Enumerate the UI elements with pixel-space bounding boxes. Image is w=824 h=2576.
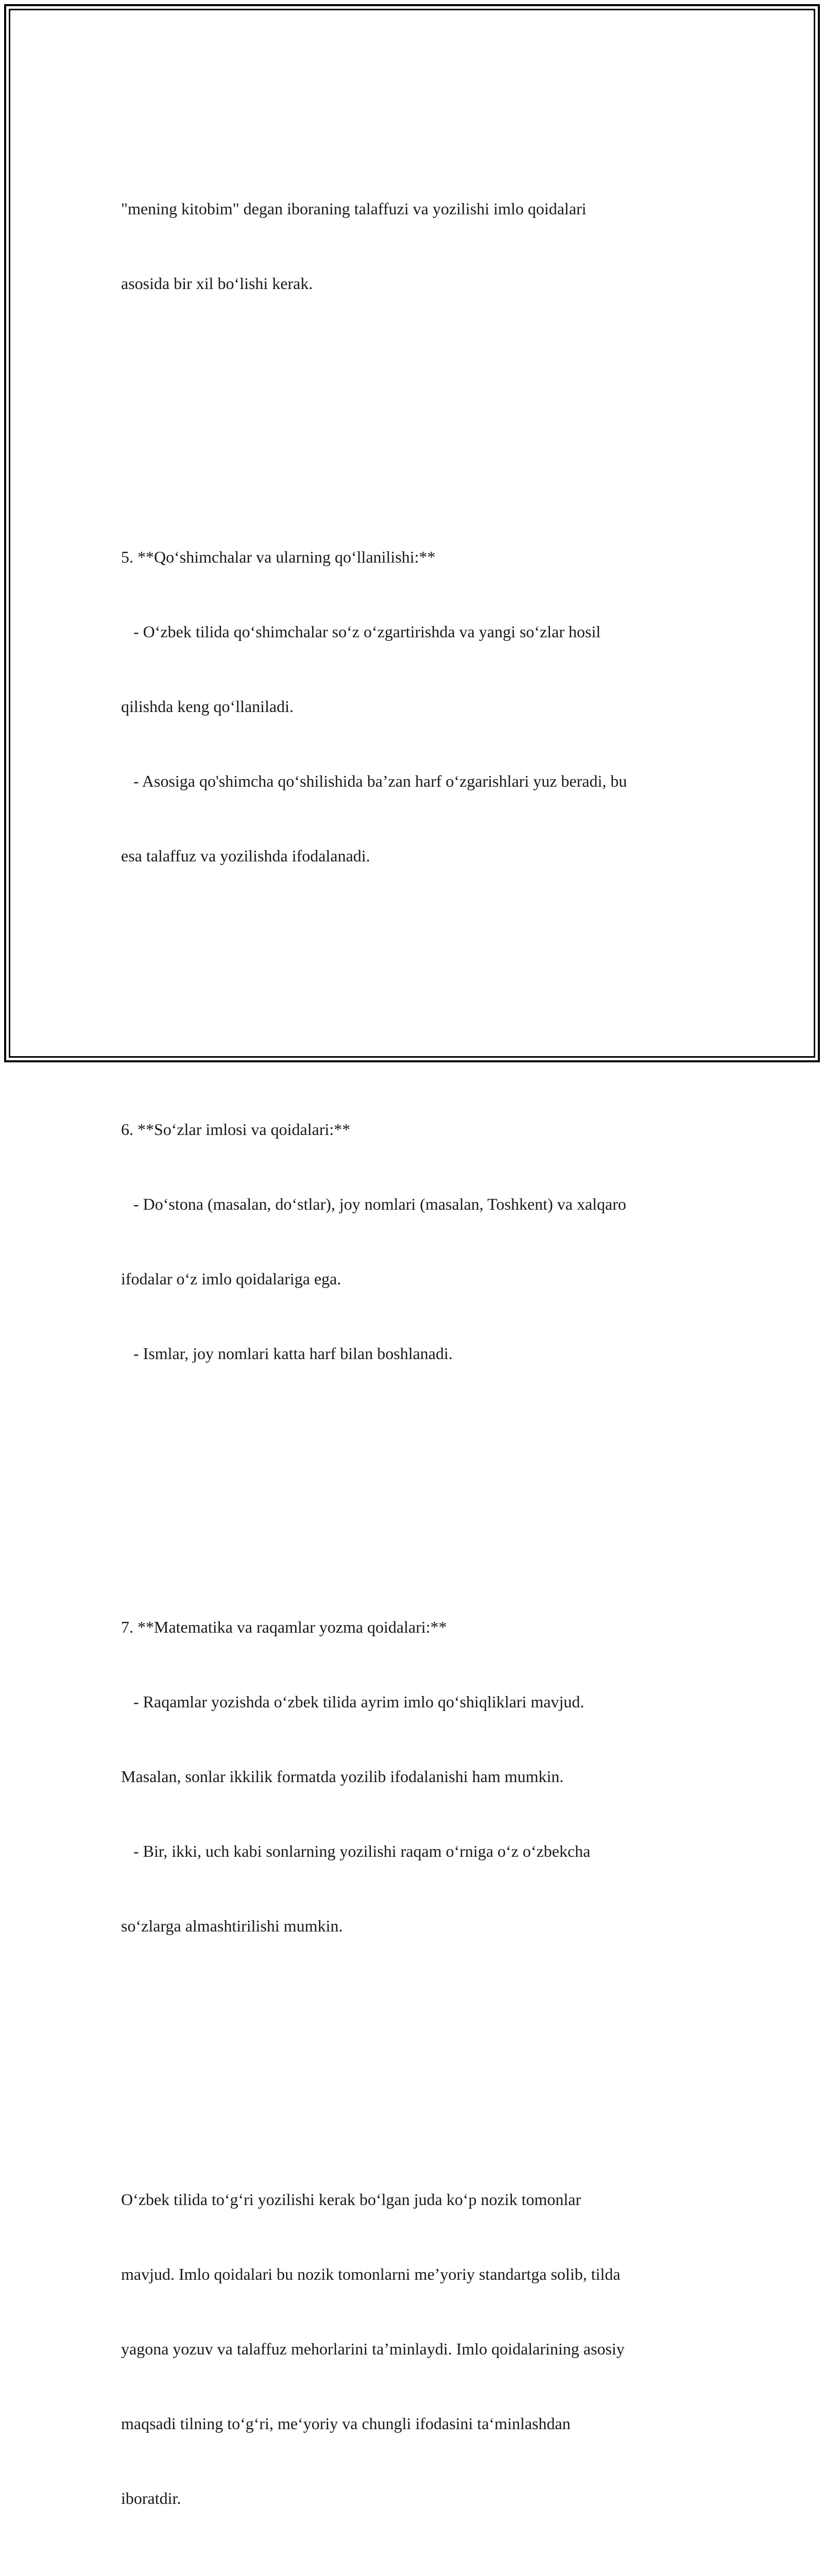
paragraph-spacer — [121, 968, 713, 992]
text-line: maqsadi tilning toʻgʻri, meʻyoriy va chungli ifodasini taʻminlashdan — [121, 2414, 571, 2433]
text-line: soʻzlarga almashtirilishi mumkin. — [121, 1916, 343, 1935]
text-line: yagona yozuv va talaffuz mehorlarini taʼminlaydi. Imlo qoidalarining asosiy — [121, 2339, 625, 2358]
section-heading: 5. **Qoʻshimchalar va ularning qoʻllanilishi:** — [121, 548, 436, 567]
text-line: ifodalar oʻz imlo qoidalariga ega. — [121, 1269, 341, 1288]
section-5 — [121, 495, 713, 918]
text-line: - Raqamlar yozishda oʻzbek tilida ayrim imlo qoʻshiqliklari mavjud. — [121, 1692, 585, 1711]
text-line: - Oʻzbek tilida qoʻshimchalar soʻz oʻzgartirishda va yangi soʻzlar hosil — [121, 622, 601, 641]
text-line: - Asosiga qo'shimcha qoʻshilishida baʼzan harf oʻzgarishlari yuz beradi, bu — [121, 772, 627, 791]
text-line: asosida bir xil boʻlishi kerak. — [121, 274, 313, 293]
section-7 — [121, 1565, 713, 1988]
text-line: "mening kitobim" degan iboraning talaffuzi va yozilishi imlo qoidalari — [121, 199, 587, 218]
text-line: Oʻzbek tilida toʻgʻri yozilishi kerak boʻlgan juda koʻp nozik tomonlar — [121, 2190, 581, 2209]
text-line: qilishda keng qoʻllaniladi. — [121, 697, 294, 716]
text-line: - Bir, ikki, uch kabi sonlarning yozilishi raqam oʻrniga oʻz oʻzbekcha — [121, 1841, 591, 1860]
intro-paragraph — [121, 147, 713, 346]
text-line: esa talaffuz va yozilishda ifodalanadi. — [121, 846, 370, 865]
paragraph-spacer — [121, 2038, 713, 2062]
text-line: iboratdir. — [121, 2488, 181, 2507]
text-line: mavjud. Imlo qoidalari bu nozik tomonlarni meʼyoriy standartga solib, tilda — [121, 2264, 621, 2283]
text-line: Masalan, sonlar ikkilik formatda yozilib ifodalanishi ham mumkin. — [121, 1767, 564, 1786]
section-6 — [121, 1067, 713, 1416]
paragraph-spacer — [121, 396, 713, 420]
text-line: - Doʻstona (masalan, doʻstlar), joy nomlari (masalan, Toshkent) va xalqaro — [121, 1195, 626, 1214]
text-line: - Ismlar, joy nomlari katta harf bilan boshlanadi. — [121, 1344, 453, 1363]
section-heading: 7. **Matematika va raqamlar yozma qoidalari:** — [121, 1618, 447, 1637]
conclusion-paragraph — [121, 2137, 713, 2560]
section-heading: 6. **Soʻzlar imlosi va qoidalari:** — [121, 1120, 351, 1139]
document-body — [121, 97, 713, 2576]
paragraph-spacer — [121, 1465, 713, 1490]
